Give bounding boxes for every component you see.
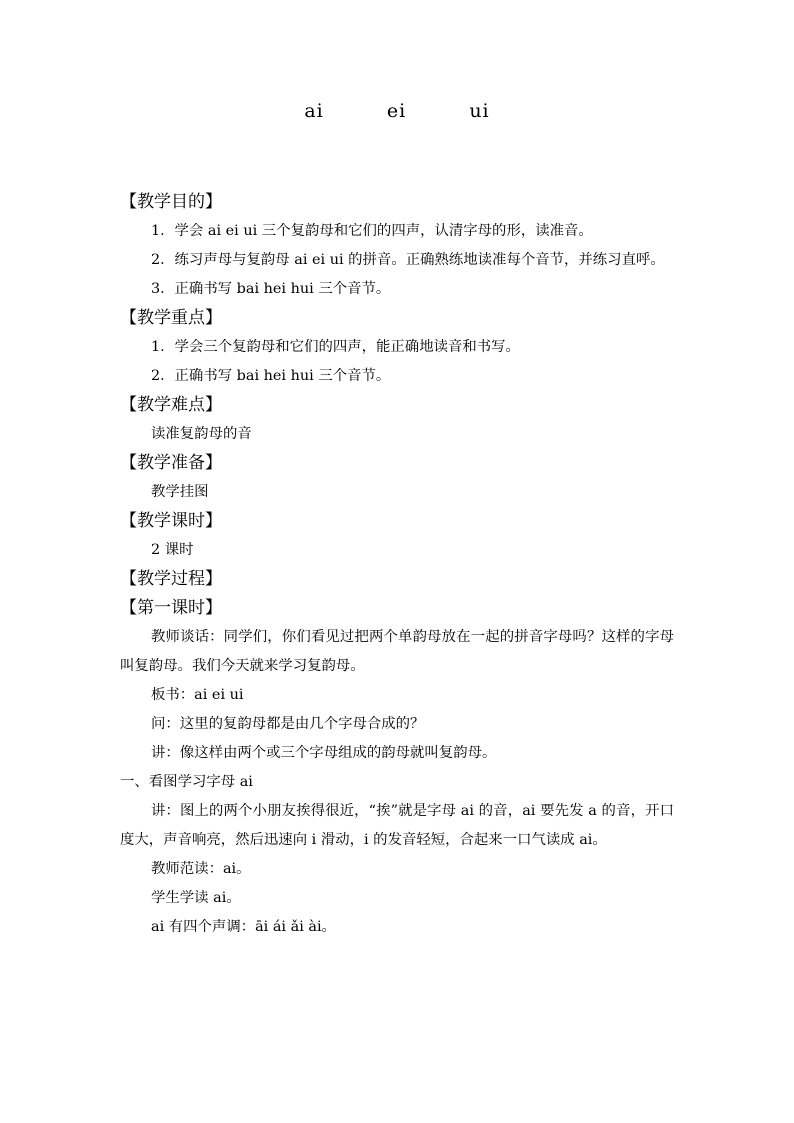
class-hours-text: 2 课时 (151, 542, 194, 558)
lesson-1-paragraph-3: 问：这里的复韵母都是由几个字母合成的？ (151, 716, 425, 732)
part-1-paragraph-4: ai 有四个声调：āi ái ǎi ài。 (151, 919, 336, 935)
part-1-paragraph-2: 教师范读：ai。 (151, 861, 251, 877)
difficulty-text: 读准复韵母的音 (151, 426, 252, 442)
preparation-heading: 【教学准备】 (120, 453, 222, 473)
class-hours-heading: 【教学课时】 (120, 511, 222, 531)
part-1-paragraph-3: 学生学读 ai。 (151, 890, 241, 906)
lesson-1-heading: 【第一课时】 (120, 598, 222, 618)
goal-3: 3．正确书写 bai hei hui 三个音节。 (151, 281, 391, 297)
lesson-1-paragraph-1: 教师谈话：同学们，你们看见过把两个单韵母放在一起的拼音字母吗？这样的字母叫复韵母。我们今天就来学习复韵母。 (120, 629, 674, 674)
lesson-1-paragraph-2: 板书：ai ei ui (151, 687, 244, 703)
document-title: ai ei ui (304, 100, 490, 122)
goal-2: 2．练习声母与复韵母 ai ei ui 的拼音。正确熟练地读准每个音节，并练习直呼。 (151, 252, 665, 268)
lesson-1-paragraph-4: 讲：像这样由两个或三个字母组成的韵母就叫复韵母。 (151, 745, 497, 761)
key-points-heading: 【教学重点】 (120, 308, 222, 328)
process-heading: 【教学过程】 (120, 569, 222, 589)
part-1-paragraph-1: 讲：图上的两个小朋友挨得很近，“挨”就是字母 ai 的音，ai 要先发 a 的音，开口度大，声音响亮，然后迅速向 i 滑动，i 的发音轻短，合起来一口气读成 ai。 (120, 803, 674, 848)
key-point-1: 1．学会三个复韵母和它们的四声，能正确地读音和书写。 (151, 339, 520, 355)
difficulty-heading: 【教学难点】 (120, 395, 222, 415)
preparation-text: 教学挂图 (151, 484, 209, 500)
document-body (120, 188, 674, 942)
part-1-heading: 一、看图学习字母 ai (120, 774, 253, 790)
goals-heading: 【教学目的】 (120, 192, 222, 212)
goal-1: 1．学会 ai ei ui 三个复韵母和它们的四声，认清字母的形，读准音。 (151, 223, 593, 239)
key-point-2: 2．正确书写 bai hei hui 三个音节。 (151, 368, 391, 384)
